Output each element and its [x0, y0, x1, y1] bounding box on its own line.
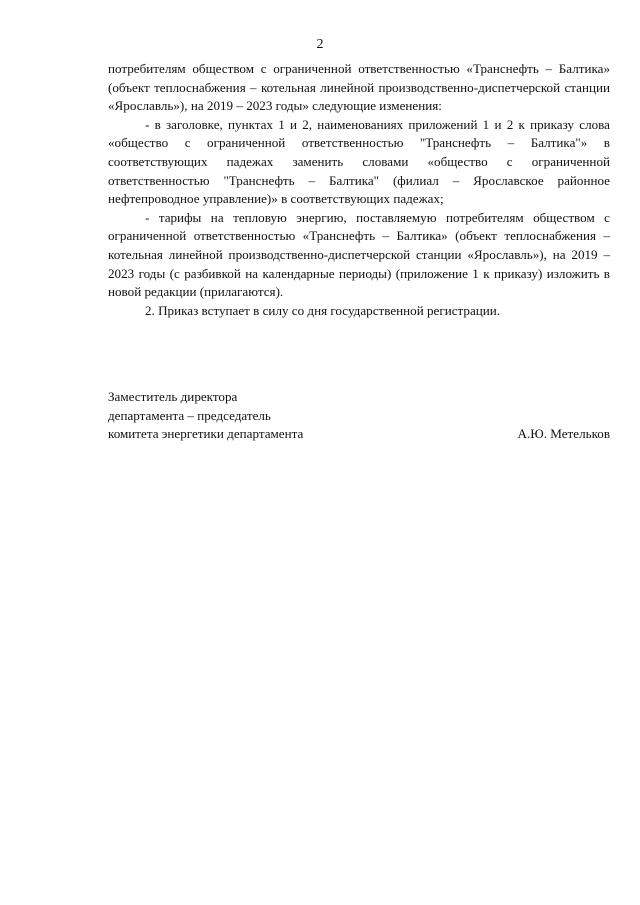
signature-position-line-3: комитета энергетики департамента [108, 426, 304, 442]
signature-block [108, 388, 610, 444]
signature-position-line-1: Заместитель директора [108, 389, 238, 404]
page-number: 2 [316, 37, 324, 52]
paragraph-effective-date: 2. Приказ вступает в силу со дня государственной регистрации. [145, 302, 501, 318]
paragraph-title-change: - в заголовке, пунктах 1 и 2, наименованиях приложений 1 и 2 к приказу слова «общество с ограниченной ответственностью "Транснефть – Балтика"» в соответствующих падежах заменить словами «общество с ограниченной ответственностью "Транснефть – Балтика" (филиал – Ярославское районное нефтепроводное управление)» в соответствующих падежах; [108, 116, 610, 207]
paragraph-tariffs: - тарифы на тепловую энергию, поставляемую потребителям обществом с ограниченной ответственностью «Транснефть – Балтика» (объект теплоснабжения – котельная линейной производственно-диспетчерской станции «Ярославль»), на 2019 – 2023 годы (с разбивкой на календарные периоды) (приложение 1 к приказу) изложить в новой редакции (прилагаются). [108, 209, 610, 300]
signature-position-line-2: департамента – председатель [108, 407, 271, 423]
signatory-name: А.Ю. Метельков [517, 426, 610, 442]
signature-final-line [108, 425, 610, 444]
document-body [108, 60, 610, 320]
paragraph-continuation: потребителям обществом с ограниченной ответственностью «Транснефть – Балтика» (объект теплоснабжения – котельная линейной производственно-диспетчерской станции «Ярославль»), на 2019 – 2023 годы» следующие изменения: [108, 61, 610, 114]
